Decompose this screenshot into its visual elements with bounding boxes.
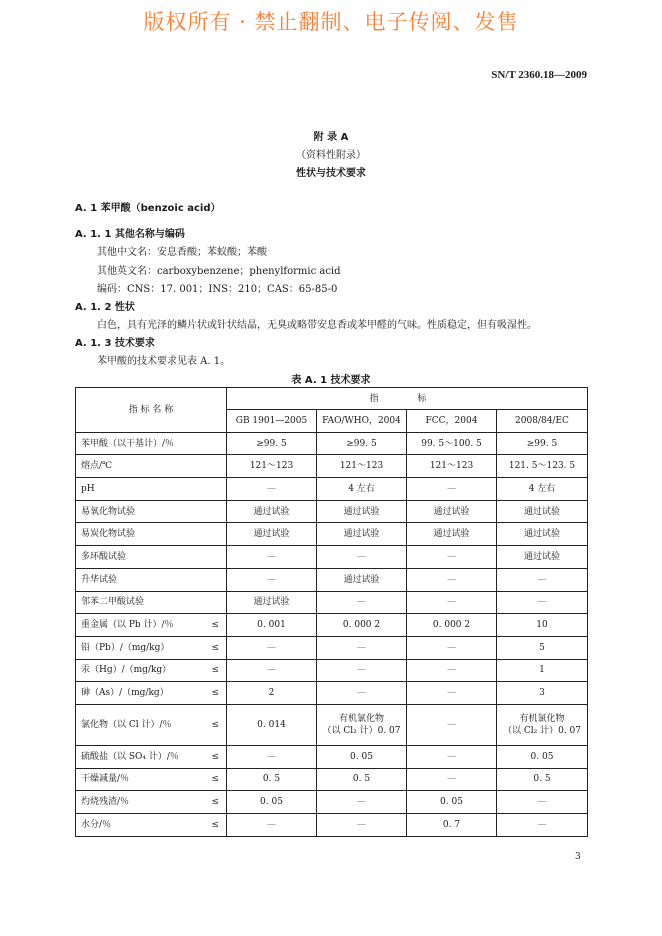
table-row xyxy=(76,478,588,501)
indicator-value: — xyxy=(407,478,497,501)
indicator-value: — xyxy=(497,791,588,814)
indicator-value: 1 xyxy=(497,659,588,682)
indicator-name xyxy=(76,814,227,837)
indicator-value: 通过试验 xyxy=(317,523,407,546)
table-row xyxy=(76,614,588,637)
table-title: 表 A. 1 技术要求 xyxy=(291,375,371,386)
column-header: FAO/WHO，2004 xyxy=(317,410,407,433)
table-row xyxy=(76,791,588,814)
less-or-equal-symbol: ≤ xyxy=(211,797,219,808)
column-header: FCC，2004 xyxy=(407,410,497,433)
indicator-label: 易氧化物试验 xyxy=(81,506,136,517)
indicator-name xyxy=(76,455,227,478)
indicator-label: 砷（As）/（mg/kg） xyxy=(81,688,169,699)
table-row xyxy=(76,568,588,591)
indicator-value: 5 xyxy=(497,636,588,659)
indicator-value: 3 xyxy=(497,682,588,705)
indicator-value: — xyxy=(317,636,407,659)
less-or-equal-symbol: ≤ xyxy=(211,751,219,762)
less-or-equal-symbol: ≤ xyxy=(211,719,219,730)
indicator-label: pH xyxy=(81,483,95,494)
indicator-value: — xyxy=(407,659,497,682)
indicator-label: 灼烧残渣/％ xyxy=(81,797,130,808)
less-or-equal-symbol: ≤ xyxy=(211,774,219,785)
indicator-value: 0. 5 xyxy=(497,768,588,791)
indicator-value: 0. 5 xyxy=(227,768,317,791)
indicator-value: 通过试验 xyxy=(497,546,588,569)
indicator-value: — xyxy=(317,814,407,837)
properties-text: 白色，具有光泽的鳞片状或针状结晶，无臭或略带安息香或苯甲醛的气味。性质稳定，但有吸湿性。 xyxy=(97,320,537,331)
indicator-value: 0. 05 xyxy=(317,745,407,768)
section-a13-heading: A. 1. 3 技术要求 xyxy=(75,338,155,349)
indicator-value: ≥99. 5 xyxy=(497,432,588,455)
indicator-value: 有机氯化物 （以 Cl₂ 计）0. 07 xyxy=(317,704,407,745)
appendix-caption: 性状与技术要求 xyxy=(296,168,366,179)
indicator-value: 10 xyxy=(497,614,588,637)
indicator-value: — xyxy=(317,791,407,814)
indicator-value: ≥99. 5 xyxy=(227,432,317,455)
indicator-value: 0. 000 2 xyxy=(407,614,497,637)
indicator-value: 有机氯化物 （以 Cl₂ 计）0. 07 xyxy=(497,704,588,745)
indicator-label: 氯化物（以 Cl 计）/％ xyxy=(81,719,172,730)
indicator-value: — xyxy=(497,814,588,837)
indicator-value: ≥99. 5 xyxy=(317,432,407,455)
indicator-label: 水分/％ xyxy=(81,819,112,830)
table-row xyxy=(76,745,588,768)
indicator-value: — xyxy=(227,814,317,837)
indicator-label: 易炭化物试验 xyxy=(81,529,136,540)
table-row xyxy=(76,591,588,614)
indicator-value: — xyxy=(407,682,497,705)
less-or-equal-symbol: ≤ xyxy=(211,819,219,830)
indicator-name xyxy=(76,523,227,546)
indicator-value: — xyxy=(227,568,317,591)
indicator-value: 通过试验 xyxy=(407,523,497,546)
indicator-label: 汞（Hg）/（mg/kg） xyxy=(81,665,172,676)
indicator-value: — xyxy=(317,659,407,682)
less-or-equal-symbol: ≤ xyxy=(211,688,219,699)
indicator-value: — xyxy=(317,546,407,569)
indicator-value: 0. 014 xyxy=(227,704,317,745)
table-row xyxy=(76,704,588,745)
indicator-value: 121～123 xyxy=(227,455,317,478)
indicator-value: — xyxy=(227,659,317,682)
indicator-value: 通过试验 xyxy=(227,523,317,546)
less-or-equal-symbol: ≤ xyxy=(211,620,219,631)
table-row xyxy=(76,546,588,569)
indicator-value: 4 左右 xyxy=(317,478,407,501)
indicator-label: 重金属（以 Pb 计）/％ xyxy=(81,620,174,631)
indicator-value: — xyxy=(227,745,317,768)
indicator-value: — xyxy=(317,682,407,705)
table-row xyxy=(76,768,588,791)
indicator-name-header: 指 标 名 称 xyxy=(76,388,227,433)
other-english-names: 其他英文名：carboxybenzene；phenylformic acid xyxy=(97,266,341,277)
indicator-value: 通过试验 xyxy=(317,500,407,523)
indicator-value: 121. 5～123. 5 xyxy=(497,455,588,478)
section-a11-heading: A. 1. 1 其他名称与编码 xyxy=(75,229,185,240)
codes-line: 编码：CNS：17. 001；INS：210；CAS：65-85-0 xyxy=(97,284,338,295)
indicator-name xyxy=(76,546,227,569)
appendix-subtitle: （资料性附录） xyxy=(296,150,366,161)
indicator-value: 通过试验 xyxy=(227,591,317,614)
indicator-value: — xyxy=(407,768,497,791)
page-number: 3 xyxy=(575,852,581,862)
table-row xyxy=(76,500,588,523)
indicator-label: 硫酸盐（以 SO₄ 计）/％ xyxy=(81,751,179,762)
indicator-value: 2 xyxy=(227,682,317,705)
table-row xyxy=(76,682,588,705)
indicator-value: 4 左右 xyxy=(497,478,588,501)
indicator-value: 通过试验 xyxy=(497,523,588,546)
table-row xyxy=(76,432,588,455)
technical-requirements-table xyxy=(75,387,588,837)
indicator-value: — xyxy=(227,546,317,569)
indicator-name xyxy=(76,682,227,705)
indicator-value: — xyxy=(407,745,497,768)
indicator-value: 0. 05 xyxy=(407,791,497,814)
indicator-value: — xyxy=(407,636,497,659)
indicator-name xyxy=(76,704,227,745)
requirements-text: 苯甲酸的技术要求见表 A. 1。 xyxy=(97,356,231,367)
section-a1-heading: A. 1 苯甲酸（benzoic acid） xyxy=(75,203,221,214)
indicator-name xyxy=(76,432,227,455)
indicator-value: 0. 001 xyxy=(227,614,317,637)
indicator-value: 0. 05 xyxy=(227,791,317,814)
table-row xyxy=(76,523,588,546)
indicator-value: 121～123 xyxy=(317,455,407,478)
table-row xyxy=(76,636,588,659)
table-row xyxy=(76,659,588,682)
indicator-label: 升华试验 xyxy=(81,574,118,585)
indicator-label: 干燥减量/％ xyxy=(81,774,130,785)
indicator-value: 通过试验 xyxy=(227,500,317,523)
indicator-group-header: 指 标 xyxy=(227,388,588,410)
indicator-value: 通过试验 xyxy=(407,500,497,523)
indicator-label: 铅（Pb）/（mg/kg） xyxy=(81,642,170,653)
indicator-value: 99. 5～100. 5 xyxy=(407,432,497,455)
indicator-name xyxy=(76,659,227,682)
indicator-label: 多环酸试验 xyxy=(81,551,127,562)
indicator-label: 苯甲酸（以干基计）/％ xyxy=(81,438,175,449)
indicator-value: 0. 000 2 xyxy=(317,614,407,637)
table-row xyxy=(76,455,588,478)
indicator-value: 0. 7 xyxy=(407,814,497,837)
indicator-value: — xyxy=(497,591,588,614)
indicator-label: 邻苯二甲酸试验 xyxy=(81,597,145,608)
indicator-value: — xyxy=(227,636,317,659)
document-number: SN/T 2360.18—2009 xyxy=(491,69,587,81)
indicator-value: — xyxy=(317,591,407,614)
indicator-value: 通过试验 xyxy=(317,568,407,591)
indicator-name xyxy=(76,791,227,814)
indicator-value: — xyxy=(407,568,497,591)
indicator-name xyxy=(76,745,227,768)
table-row xyxy=(76,814,588,837)
column-header: 2008/84/EC xyxy=(497,410,588,433)
indicator-value: — xyxy=(407,704,497,745)
indicator-value: 0. 05 xyxy=(497,745,588,768)
section-a12-heading: A. 1. 2 性状 xyxy=(75,302,135,313)
indicator-value: — xyxy=(407,546,497,569)
appendix-title: 附 录 A xyxy=(313,132,349,143)
indicator-value: — xyxy=(497,568,588,591)
indicator-value: 0. 5 xyxy=(317,768,407,791)
indicator-name xyxy=(76,568,227,591)
indicator-value: 通过试验 xyxy=(497,500,588,523)
indicator-name xyxy=(76,636,227,659)
indicator-name xyxy=(76,500,227,523)
indicator-label: 熔点/℃ xyxy=(81,461,113,472)
indicator-value: — xyxy=(407,591,497,614)
other-chinese-names: 其他中文名：安息香酸；苯蚁酸；苯酸 xyxy=(97,247,267,258)
indicator-name xyxy=(76,478,227,501)
less-or-equal-symbol: ≤ xyxy=(211,642,219,653)
indicator-value: — xyxy=(227,478,317,501)
indicator-value: 121～123 xyxy=(407,455,497,478)
copyright-watermark: 版权所有 · 禁止翻制、电子传阅、发售 xyxy=(143,10,519,34)
column-header: GB 1901—2005 xyxy=(227,410,317,433)
indicator-name xyxy=(76,591,227,614)
less-or-equal-symbol: ≤ xyxy=(211,665,219,676)
indicator-name xyxy=(76,768,227,791)
indicator-name xyxy=(76,614,227,637)
